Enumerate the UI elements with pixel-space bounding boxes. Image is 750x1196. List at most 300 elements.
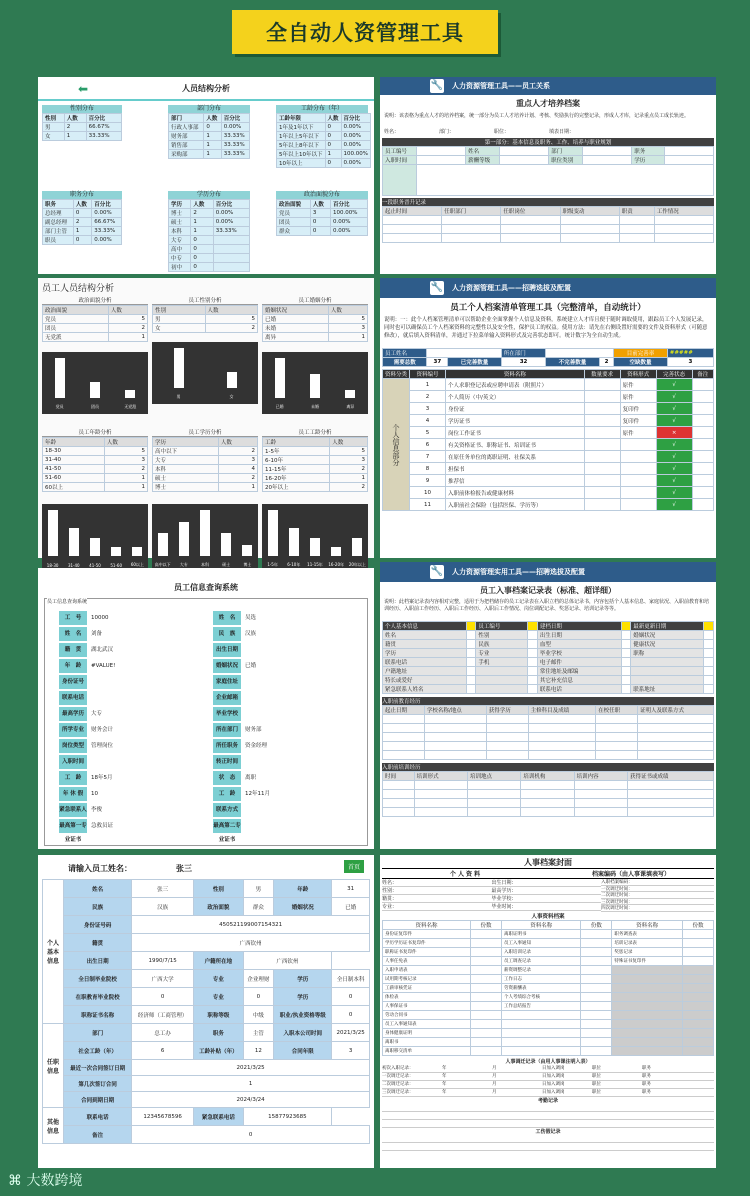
p6-edu-cell[interactable] bbox=[383, 733, 425, 742]
p2-career-cell[interactable] bbox=[383, 216, 442, 225]
p5-field-value bbox=[245, 643, 335, 657]
p8-doc-count bbox=[682, 1046, 713, 1055]
p2-career-cell[interactable] bbox=[442, 216, 501, 225]
p6-field-value[interactable] bbox=[621, 658, 631, 667]
p6-field-value[interactable] bbox=[466, 640, 476, 649]
p5-field-value: 12年11月 bbox=[245, 791, 270, 797]
p4-checklist-row bbox=[383, 475, 714, 487]
p6-train-cell[interactable] bbox=[414, 790, 467, 799]
p6-edu-cell[interactable] bbox=[486, 733, 528, 742]
p6-field-value[interactable] bbox=[704, 631, 714, 640]
p3-stat-block bbox=[262, 428, 368, 492]
p6-field-value[interactable] bbox=[528, 631, 538, 640]
p6-field-label: 性别 bbox=[476, 631, 528, 640]
p7-category: 其他信息 bbox=[43, 1108, 64, 1144]
p6-train-cell[interactable] bbox=[521, 790, 574, 799]
p8-info-grid bbox=[382, 879, 714, 912]
p4-item-status[interactable]: √ bbox=[656, 379, 692, 391]
p6-basic-table bbox=[382, 621, 714, 694]
p2-career-cell[interactable] bbox=[560, 225, 619, 234]
stat-row bbox=[277, 227, 368, 236]
p6-train-cell[interactable] bbox=[628, 781, 714, 790]
p2-career-cell[interactable] bbox=[501, 234, 560, 243]
p6-edu-header bbox=[383, 706, 714, 715]
p6-field-value[interactable] bbox=[704, 676, 714, 685]
p2-career-cell[interactable] bbox=[501, 225, 560, 234]
p8-doc-count bbox=[682, 1028, 713, 1037]
stat-row bbox=[169, 254, 250, 263]
p6-train-cell[interactable] bbox=[574, 808, 627, 817]
p4-item-note bbox=[692, 475, 713, 487]
p1-header bbox=[38, 77, 374, 101]
p6-edu-cell[interactable] bbox=[596, 742, 638, 751]
p6-train-cell[interactable] bbox=[574, 790, 627, 799]
stat-cell: 0 bbox=[325, 132, 341, 141]
p4-item-note bbox=[692, 427, 713, 439]
p4-item-form[interactable] bbox=[620, 451, 656, 463]
stat-row bbox=[169, 245, 250, 254]
p6-field-value[interactable] bbox=[621, 685, 631, 694]
p8-transfer-col: 职位 bbox=[592, 1081, 601, 1087]
stat-table bbox=[168, 191, 250, 272]
p7-field-label: 专业 bbox=[194, 970, 243, 988]
stat-row bbox=[43, 123, 122, 132]
p6-field-value[interactable] bbox=[466, 658, 476, 667]
p6-edu-cell[interactable] bbox=[486, 715, 528, 724]
p6-field-value[interactable] bbox=[528, 685, 538, 694]
p6-train-col: 培训地点 bbox=[467, 772, 520, 781]
p5-field-label: 姓 名 bbox=[59, 627, 87, 641]
stat-row bbox=[277, 209, 368, 218]
p3-bar-chart bbox=[152, 342, 258, 404]
p2-info-value[interactable] bbox=[664, 147, 713, 156]
p2-career-cell[interactable] bbox=[654, 225, 713, 234]
stat-table-title: 部门分布 bbox=[168, 105, 250, 113]
stat-cell bbox=[213, 254, 249, 263]
p7-field-value: 3 bbox=[332, 1042, 370, 1060]
p3-stat-header bbox=[153, 306, 258, 315]
p8-transfer-row bbox=[382, 1065, 714, 1073]
p2-info-value[interactable] bbox=[583, 156, 632, 165]
p2-info-value[interactable] bbox=[417, 156, 466, 165]
p4-item-no: 6 bbox=[410, 439, 446, 451]
p3-stat-row bbox=[153, 474, 258, 483]
p6-field-value[interactable] bbox=[528, 649, 538, 658]
p7-card-row bbox=[43, 1126, 370, 1144]
p6-field-label: 姓名 bbox=[383, 631, 467, 640]
home-button[interactable]: 首页 bbox=[344, 860, 364, 873]
p8-transfer-col: 职位 bbox=[592, 1065, 601, 1071]
p5-field-label: 企业邮箱 bbox=[213, 691, 241, 705]
p5-field-label: 年 龄 bbox=[59, 659, 87, 673]
p8-doc-name: 学历学历证书复印件 bbox=[383, 938, 471, 947]
p6-edu-cell[interactable] bbox=[528, 715, 595, 724]
p4-checklist-row bbox=[383, 451, 714, 463]
p7-field-value: 群众 bbox=[243, 898, 274, 916]
p3-stat-block bbox=[152, 428, 258, 492]
p8-doc-count bbox=[471, 965, 502, 974]
p7-field-value: 0 bbox=[332, 988, 370, 1006]
p4-item-note bbox=[692, 415, 713, 427]
p6-basic-row bbox=[383, 685, 714, 694]
p6-field-value[interactable] bbox=[621, 640, 631, 649]
p6-field-value[interactable] bbox=[621, 631, 631, 640]
p3-stat-cell: 5 bbox=[330, 447, 368, 456]
p3-stat-table bbox=[152, 305, 258, 333]
stat-cell: 1年以上5年以下 bbox=[277, 132, 326, 141]
p4-item-status[interactable]: × bbox=[656, 427, 692, 439]
p4-count-cell: 37 bbox=[427, 358, 448, 367]
p2-info-value[interactable] bbox=[583, 147, 632, 156]
p6-edu-cell[interactable] bbox=[596, 733, 638, 742]
p4-count-cell: 2 bbox=[599, 358, 614, 367]
p6-edu-cell[interactable] bbox=[383, 742, 425, 751]
stat-header-row bbox=[43, 200, 122, 209]
stat-row bbox=[43, 236, 122, 245]
p8-doc-count bbox=[471, 992, 502, 1001]
p2-career-table bbox=[382, 206, 714, 243]
p6-field-value[interactable] bbox=[528, 640, 538, 649]
p7-field-value: 450521199007154321 bbox=[132, 916, 370, 934]
p6-train-cell[interactable] bbox=[467, 781, 520, 790]
p4-item-form[interactable] bbox=[620, 463, 656, 475]
p6-field-value[interactable] bbox=[621, 649, 631, 658]
p4-count-cell: 32 bbox=[501, 358, 545, 367]
p3-bar bbox=[132, 547, 142, 556]
stat-cell: 0 bbox=[191, 236, 213, 245]
p6-field-value[interactable] bbox=[621, 676, 631, 685]
p3-stat-header bbox=[263, 438, 368, 447]
p8-transfer-col: 年 bbox=[442, 1065, 447, 1071]
stat-col-header: 人数 bbox=[64, 114, 86, 123]
p8-transfer-col: 月 bbox=[492, 1089, 497, 1095]
p4-value[interactable] bbox=[427, 349, 501, 358]
p6-edu-cell[interactable] bbox=[528, 742, 595, 751]
p6-train-cell[interactable] bbox=[467, 808, 520, 817]
p8-doc-row bbox=[383, 1019, 714, 1028]
p3-stat-cell: 3 bbox=[218, 456, 257, 465]
p7-category: 个人基本信息 bbox=[43, 880, 64, 1024]
p6-train-cell[interactable] bbox=[521, 799, 574, 808]
p3-stat-cell: 20年以上 bbox=[263, 483, 330, 492]
p8-doc-name bbox=[502, 1046, 581, 1055]
p6-train-cell[interactable] bbox=[383, 799, 415, 808]
p5-field-value: 10 bbox=[91, 791, 98, 797]
p8-doc-name bbox=[502, 1019, 581, 1028]
p3-stat-col: 学历 bbox=[153, 438, 219, 447]
p6-train-cell[interactable] bbox=[574, 781, 627, 790]
stat-col-header: 部门 bbox=[169, 114, 204, 123]
p2-career-cell[interactable] bbox=[442, 234, 501, 243]
p6-train-cell[interactable] bbox=[521, 781, 574, 790]
stat-header-row bbox=[43, 114, 122, 123]
p6-train-cell[interactable] bbox=[383, 790, 415, 799]
p6-train-cell[interactable] bbox=[628, 790, 714, 799]
p2-career-cell[interactable] bbox=[560, 216, 619, 225]
p2-career-cell[interactable] bbox=[654, 216, 713, 225]
stat-header-row bbox=[169, 200, 250, 209]
p4-item-form[interactable] bbox=[620, 487, 656, 499]
p6-edu-cell[interactable] bbox=[637, 715, 713, 724]
p4-item-qty bbox=[584, 439, 620, 451]
p7-field-label: 第几次签订合同 bbox=[64, 1076, 132, 1092]
p4-item-status[interactable]: √ bbox=[656, 475, 692, 487]
p4-item-form[interactable]: 复印件 bbox=[620, 403, 656, 415]
p3-bar-chart bbox=[152, 504, 258, 572]
p4-item-status[interactable]: √ bbox=[656, 415, 692, 427]
p4-item-no: 7 bbox=[410, 451, 446, 463]
p6-field-value[interactable] bbox=[466, 685, 476, 694]
p2-blank-cell[interactable] bbox=[417, 165, 714, 196]
p3-stat-cell: 16-20年 bbox=[263, 474, 330, 483]
p4-item-form[interactable] bbox=[620, 439, 656, 451]
p4-item-status[interactable]: √ bbox=[656, 487, 692, 499]
p4-item-form[interactable]: 原件 bbox=[620, 391, 656, 403]
p7-field-label: 专业 bbox=[194, 988, 243, 1006]
p2-career-cell[interactable] bbox=[501, 216, 560, 225]
p5-field-value: 财务会计 bbox=[91, 727, 114, 733]
p6-field-value[interactable] bbox=[704, 667, 714, 676]
p6-blank-cell[interactable] bbox=[621, 622, 631, 631]
p6-edu-cell[interactable] bbox=[596, 724, 638, 733]
p8-h2: 档案编码（由人事课填表写） bbox=[591, 871, 670, 878]
p6-field-value[interactable] bbox=[466, 676, 476, 685]
p8-field: 最高学历： bbox=[492, 887, 602, 895]
p6-train-cell[interactable] bbox=[383, 808, 415, 817]
p6-train-cell[interactable] bbox=[467, 790, 520, 799]
p3-stat-cell: 党员 bbox=[43, 315, 109, 324]
p8-doc-count bbox=[471, 1028, 502, 1037]
p3-bar-label: 大专 bbox=[179, 562, 188, 567]
p7-card-row bbox=[43, 970, 370, 988]
p8-attendance-row bbox=[382, 1120, 714, 1128]
p3-stat-header bbox=[263, 306, 368, 315]
p2-info-value[interactable] bbox=[664, 156, 713, 165]
p8-doc-header bbox=[383, 920, 714, 929]
p6-edu-cell[interactable] bbox=[637, 751, 713, 760]
p6-edu-cell[interactable] bbox=[637, 724, 713, 733]
p6-edu-cell[interactable] bbox=[424, 724, 486, 733]
stat-row bbox=[169, 141, 250, 150]
p4-item-status[interactable]: √ bbox=[656, 463, 692, 475]
p4-item-form[interactable] bbox=[620, 499, 656, 511]
p6-field-value[interactable] bbox=[704, 640, 714, 649]
p4-checklist-row bbox=[383, 499, 714, 511]
p8-field: 入职档案编码： bbox=[601, 879, 714, 886]
p6-edu-cell[interactable] bbox=[424, 733, 486, 742]
p6-train-cell[interactable] bbox=[467, 799, 520, 808]
p6-edu-cell[interactable] bbox=[596, 715, 638, 724]
p6-edu-cell[interactable] bbox=[528, 724, 595, 733]
p3-stat-cell: 5 bbox=[205, 315, 258, 324]
p6-field-value[interactable] bbox=[528, 658, 538, 667]
p6-edu-cell[interactable] bbox=[637, 742, 713, 751]
p2-career-row bbox=[383, 225, 714, 234]
p6-edu-cell[interactable] bbox=[486, 751, 528, 760]
p6-field-label: 电子邮件 bbox=[537, 658, 621, 667]
p3-stat-cell: 博士 bbox=[153, 483, 219, 492]
p2-career-cell[interactable] bbox=[442, 225, 501, 234]
p8-field: 三次调迁时间： bbox=[601, 899, 714, 906]
p4-item-status[interactable]: √ bbox=[656, 403, 692, 415]
p3-bar bbox=[90, 382, 100, 398]
p4-item-name: 学历证书 bbox=[446, 415, 585, 427]
p4-item-status[interactable]: √ bbox=[656, 391, 692, 403]
p6-train-cell[interactable] bbox=[628, 808, 714, 817]
p5-field-label: 所在部门 bbox=[213, 723, 241, 737]
p3-stat-cell: 1 bbox=[330, 474, 368, 483]
p4-item-form[interactable]: 复印件 bbox=[620, 415, 656, 427]
stat-cell: 1 bbox=[191, 227, 213, 236]
p8-transfer-col: 年 bbox=[442, 1081, 447, 1087]
p6-train-cell[interactable] bbox=[414, 808, 467, 817]
p4-rate: ##### bbox=[667, 349, 713, 358]
p7-field-value: 2021/3/25 bbox=[332, 1024, 370, 1042]
p6-field-label bbox=[476, 667, 528, 676]
name-input[interactable]: 张三 bbox=[176, 864, 192, 873]
p4-item-form[interactable]: 原件 bbox=[620, 379, 656, 391]
p6-field-value[interactable] bbox=[704, 685, 714, 694]
p2-career-cell[interactable] bbox=[383, 234, 442, 243]
p3-stat-row bbox=[43, 447, 148, 456]
p4-item-status[interactable]: √ bbox=[656, 499, 692, 511]
p2-info-value[interactable] bbox=[500, 147, 549, 156]
p3-bar-label: 女 bbox=[229, 394, 234, 399]
p6-blank-cell[interactable] bbox=[528, 622, 538, 631]
stat-col-header: 百分比 bbox=[213, 200, 249, 209]
p6-edu-col: 学校名称/地点 bbox=[424, 706, 486, 715]
stat-row bbox=[43, 218, 122, 227]
p6-train-cell[interactable] bbox=[414, 781, 467, 790]
p6-edu-cell[interactable] bbox=[424, 715, 486, 724]
p6-field-value[interactable] bbox=[621, 667, 631, 676]
p2-info-value[interactable] bbox=[417, 147, 466, 156]
p6-edu-cell[interactable] bbox=[528, 733, 595, 742]
p4-item-form[interactable] bbox=[620, 475, 656, 487]
p2-career-cell[interactable] bbox=[383, 225, 442, 234]
p6-field-label: 联系电话 bbox=[383, 658, 467, 667]
p6-edu-cell[interactable] bbox=[383, 715, 425, 724]
stat-cell: 66.67% bbox=[86, 123, 121, 132]
p2-career-cell[interactable] bbox=[619, 225, 654, 234]
p5-title: 员工信息查询系统 bbox=[174, 583, 238, 592]
p4-item-status[interactable]: √ bbox=[656, 451, 692, 463]
p4-item-form[interactable]: 原件 bbox=[620, 427, 656, 439]
p8-doc-row bbox=[383, 965, 714, 974]
p8-doc-col: 份数 bbox=[471, 920, 502, 929]
back-arrow-icon[interactable]: ⬅ bbox=[78, 82, 89, 96]
p6-edu-cell[interactable] bbox=[596, 751, 638, 760]
p6-field-label: 民族 bbox=[476, 640, 528, 649]
p6-train-cell[interactable] bbox=[414, 799, 467, 808]
p8-doc-name: 职务调查表 bbox=[612, 929, 683, 938]
p3-stat-cell: 1 bbox=[328, 333, 367, 342]
p6-train-cell[interactable] bbox=[574, 799, 627, 808]
p6-edu-cell[interactable] bbox=[424, 742, 486, 751]
p8-transfer-row bbox=[382, 1081, 714, 1089]
p4-checklist-row bbox=[383, 463, 714, 475]
p2-career-cell[interactable] bbox=[654, 234, 713, 243]
p4-item-name: 在原任务单位的离职证明、社保关系 bbox=[446, 451, 585, 463]
p3-stat-col: 人数 bbox=[205, 306, 258, 315]
p6-field-value[interactable] bbox=[528, 676, 538, 685]
p4-item-qty bbox=[584, 427, 620, 439]
p3-bar bbox=[48, 510, 58, 556]
p6-edu-cell[interactable] bbox=[637, 733, 713, 742]
p5-field-label: 最高第二专业证书 bbox=[213, 819, 241, 833]
p3-bar-label: 51-60 bbox=[110, 563, 122, 568]
stat-col-header: 百分比 bbox=[341, 114, 370, 123]
stat-cell: 0.00% bbox=[330, 227, 367, 236]
p6-edu-cell[interactable] bbox=[424, 751, 486, 760]
p7-field-label: 出生日期 bbox=[64, 952, 132, 970]
stat-table bbox=[168, 105, 250, 159]
p6-edu-cell[interactable] bbox=[528, 751, 595, 760]
p8-attendance-row bbox=[382, 1104, 714, 1112]
stat-col-header: 人数 bbox=[325, 114, 341, 123]
p6-field-value[interactable] bbox=[466, 631, 476, 640]
p8-doc-count bbox=[682, 1010, 713, 1019]
p8-doc-row bbox=[383, 947, 714, 956]
p6-field-value[interactable] bbox=[466, 649, 476, 658]
p5-field-value: 已婚 bbox=[245, 663, 257, 669]
p2-career-cell[interactable] bbox=[619, 234, 654, 243]
p6-train-cell[interactable] bbox=[628, 799, 714, 808]
p8-doc-name: 工作总结报告 bbox=[502, 1001, 581, 1010]
p8-transfer-label: 二次调迁记录： bbox=[382, 1081, 414, 1087]
p3-stat-cell: 大专 bbox=[153, 456, 219, 465]
p6-blank-cell[interactable] bbox=[704, 622, 714, 631]
p3-stat-table bbox=[262, 305, 368, 342]
p2-info-value[interactable] bbox=[500, 156, 549, 165]
p3-bar-label: 1-5年 bbox=[267, 562, 278, 567]
p4-item-note bbox=[692, 451, 713, 463]
p7-field-value: 0 bbox=[243, 988, 274, 1006]
p6-train-cell[interactable] bbox=[383, 781, 415, 790]
p3-stat-row bbox=[153, 465, 258, 474]
stat-cell: 0 bbox=[325, 141, 341, 150]
p6-label: 最新更新日期 bbox=[631, 622, 704, 631]
p6-edu-cell[interactable] bbox=[486, 724, 528, 733]
p4-item-status[interactable]: √ bbox=[656, 439, 692, 451]
stat-cell: 3 bbox=[310, 209, 330, 218]
p2-career-cell[interactable] bbox=[619, 216, 654, 225]
p3-stat-cell: 1 bbox=[108, 333, 147, 342]
p8-doc-row bbox=[383, 983, 714, 992]
p4-value[interactable] bbox=[546, 349, 614, 358]
p3-bar-label: 未婚 bbox=[310, 404, 319, 409]
p6-edu-cell[interactable] bbox=[383, 751, 425, 760]
p6-edu-cell[interactable] bbox=[383, 724, 425, 733]
p5-field-value: 18年5月 bbox=[91, 775, 113, 781]
p8-doc-name: 工薪审核凭证 bbox=[383, 983, 471, 992]
p2-career-cell[interactable] bbox=[560, 234, 619, 243]
p6-field-value[interactable] bbox=[528, 667, 538, 676]
p8-doc-count bbox=[581, 1001, 612, 1010]
p8-doc-name bbox=[612, 1037, 683, 1046]
p5-field-value bbox=[245, 755, 335, 769]
p6-field-value[interactable] bbox=[466, 667, 476, 676]
p3-stat-cell: 2 bbox=[330, 465, 368, 474]
p6-field-value[interactable] bbox=[704, 658, 714, 667]
stat-table bbox=[276, 191, 368, 236]
p6-edu-cell[interactable] bbox=[486, 742, 528, 751]
stat-cell bbox=[213, 245, 249, 254]
p6-field-value[interactable] bbox=[704, 649, 714, 658]
p8-doc-name: 员工入事通知 bbox=[502, 938, 581, 947]
p7-field-value: 张三 bbox=[132, 880, 194, 898]
p6-train-cell[interactable] bbox=[521, 808, 574, 817]
